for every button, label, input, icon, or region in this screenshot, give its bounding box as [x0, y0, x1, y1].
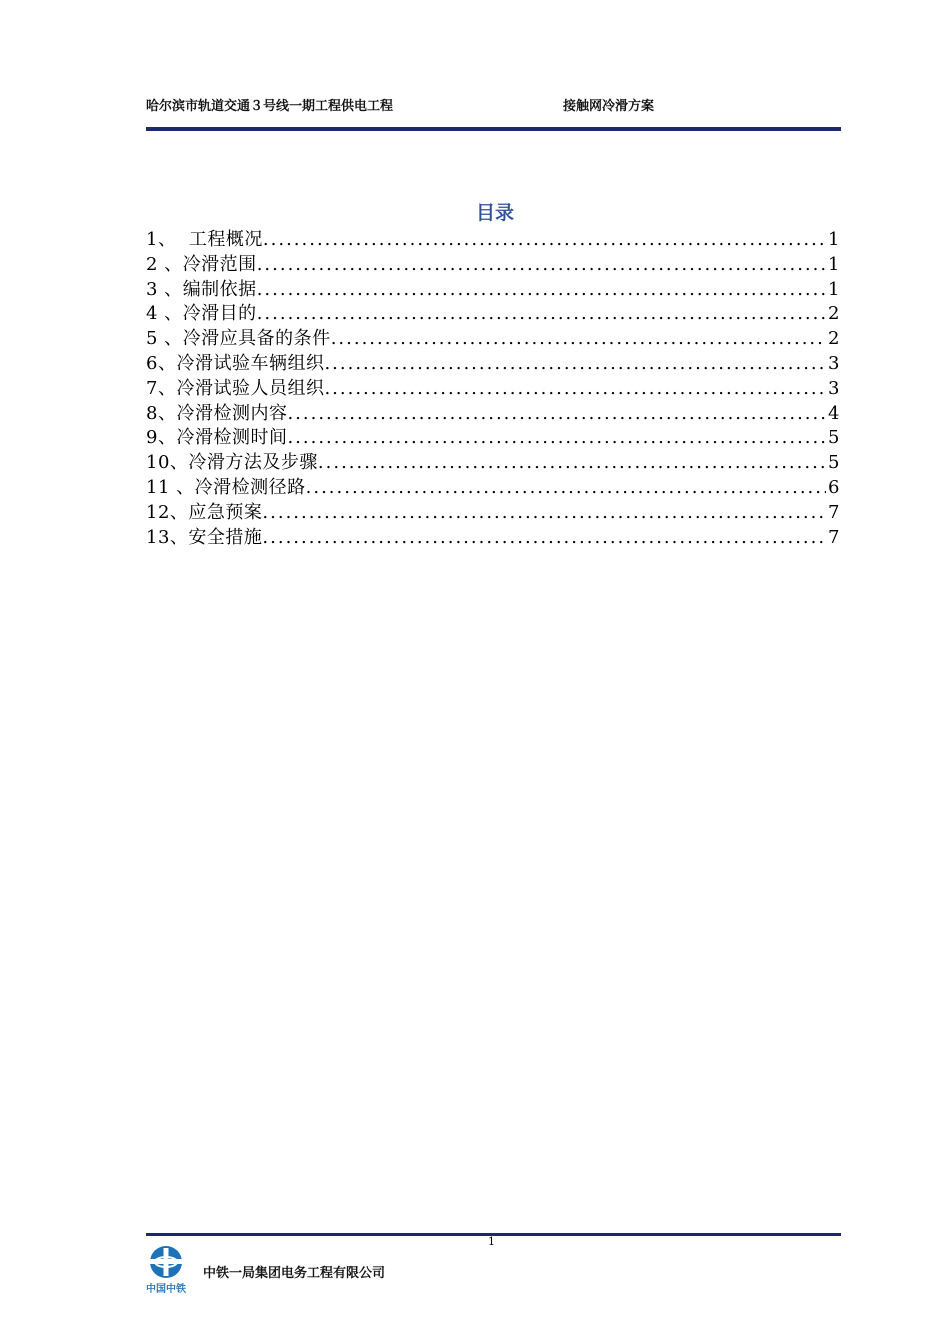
toc-entry-title: 冷滑试验人员组织: [176, 377, 325, 399]
toc-entry[interactable]: [146, 501, 840, 526]
toc-leader-dots: [331, 327, 826, 352]
toc-leader-dots: [287, 402, 826, 427]
toc-leader-dots: [324, 377, 826, 402]
toc-leader-dots: [324, 352, 826, 377]
toc-leader-dots: [257, 253, 826, 278]
toc-entry-title: 编制依据: [182, 278, 257, 300]
toc-entry[interactable]: [146, 451, 840, 476]
toc-title: 目录: [475, 202, 514, 224]
toc-entry-number: 2 、: [146, 253, 183, 275]
toc-entry-page: 3: [828, 377, 840, 399]
toc-entry-number: 3 、: [146, 278, 183, 300]
toc-entry-page: 5: [828, 427, 840, 449]
toc-entry[interactable]: [146, 526, 840, 551]
toc-entry-number: 10、: [146, 452, 189, 474]
toc-entry-title: 安全措施: [188, 526, 263, 548]
toc-entry[interactable]: [146, 402, 840, 427]
toc-leader-dots: [257, 278, 826, 303]
toc-entry-page: 2: [828, 328, 840, 350]
toc-entry-page: 3: [828, 352, 840, 374]
toc-entry-page: 1: [828, 253, 840, 275]
toc-entry-title: 冷滑检测内容: [176, 402, 288, 424]
toc-entry-title: 冷滑检测径路: [194, 476, 306, 498]
toc-entry-title: 冷滑范围: [182, 253, 257, 275]
toc-entry[interactable]: [146, 377, 840, 402]
toc-entry-number: 7、: [146, 377, 177, 399]
toc-entry-page: 1: [828, 278, 840, 300]
toc-entry[interactable]: [146, 426, 840, 451]
toc-entry-title: 冷滑目的: [182, 303, 257, 325]
toc-entry[interactable]: [146, 228, 840, 253]
toc-entry-title: 冷滑方法及步骤: [188, 452, 318, 474]
toc-entry-number: 13、: [146, 526, 189, 548]
toc-entry-number: 6、: [146, 352, 177, 374]
toc-leader-dots: [263, 228, 826, 253]
toc-entry-number: 1、: [146, 229, 189, 250]
toc-entry-number: 8、: [146, 402, 177, 424]
toc-entry-number: 5 、: [146, 328, 183, 350]
toc-entry-number: 12、: [146, 501, 189, 523]
toc-leader-dots: [306, 476, 826, 501]
toc-entry-page: 6: [828, 476, 840, 498]
toc-entry-page: 1: [828, 229, 840, 250]
toc-entry-page: 5: [828, 452, 840, 474]
page-number: 1: [488, 1235, 495, 1248]
toc-entry-title: 工程概况: [188, 229, 263, 250]
toc-entry-page: 2: [828, 303, 840, 325]
toc-leader-dots: [262, 501, 826, 526]
toc-entry-number: 4 、: [146, 303, 183, 325]
crec-logo-icon: [140, 1245, 192, 1295]
toc-entry-page: 7: [828, 501, 840, 523]
toc-entry-title: 冷滑应具备的条件: [182, 328, 331, 350]
toc-leader-dots: [257, 302, 826, 327]
toc-entry-number: 11 、: [146, 476, 195, 498]
header-project-title: 哈尔滨市轨道交通３号线一期工程供电工程: [146, 99, 394, 114]
header-divider: [146, 127, 841, 131]
toc-leader-dots: [287, 426, 826, 451]
toc-entry[interactable]: [146, 476, 840, 501]
toc-entry-title: 冷滑试验车辆组织: [176, 352, 325, 374]
toc-entry-page: 7: [828, 526, 840, 548]
toc-entry-title: 冷滑检测时间: [176, 427, 288, 449]
toc-entry[interactable]: [146, 302, 840, 327]
toc-entry-number: 9、: [146, 427, 177, 449]
toc-entry-page: 4: [828, 402, 840, 424]
table-of-contents: [146, 228, 840, 550]
header-document-title: 接触网冷滑方案: [563, 99, 655, 114]
toc-entry[interactable]: [146, 278, 840, 303]
toc-leader-dots: [318, 451, 826, 476]
company-name: 中铁一局集团电务工程有限公司: [203, 1266, 386, 1281]
logo-caption: 中国中铁: [146, 1284, 186, 1295]
toc-entry[interactable]: [146, 352, 840, 377]
toc-entry-title: 应急预案: [188, 501, 263, 523]
toc-entry[interactable]: [146, 253, 840, 278]
toc-leader-dots: [262, 526, 826, 551]
crec-logo: [140, 1245, 192, 1295]
toc-entry[interactable]: [146, 327, 840, 352]
